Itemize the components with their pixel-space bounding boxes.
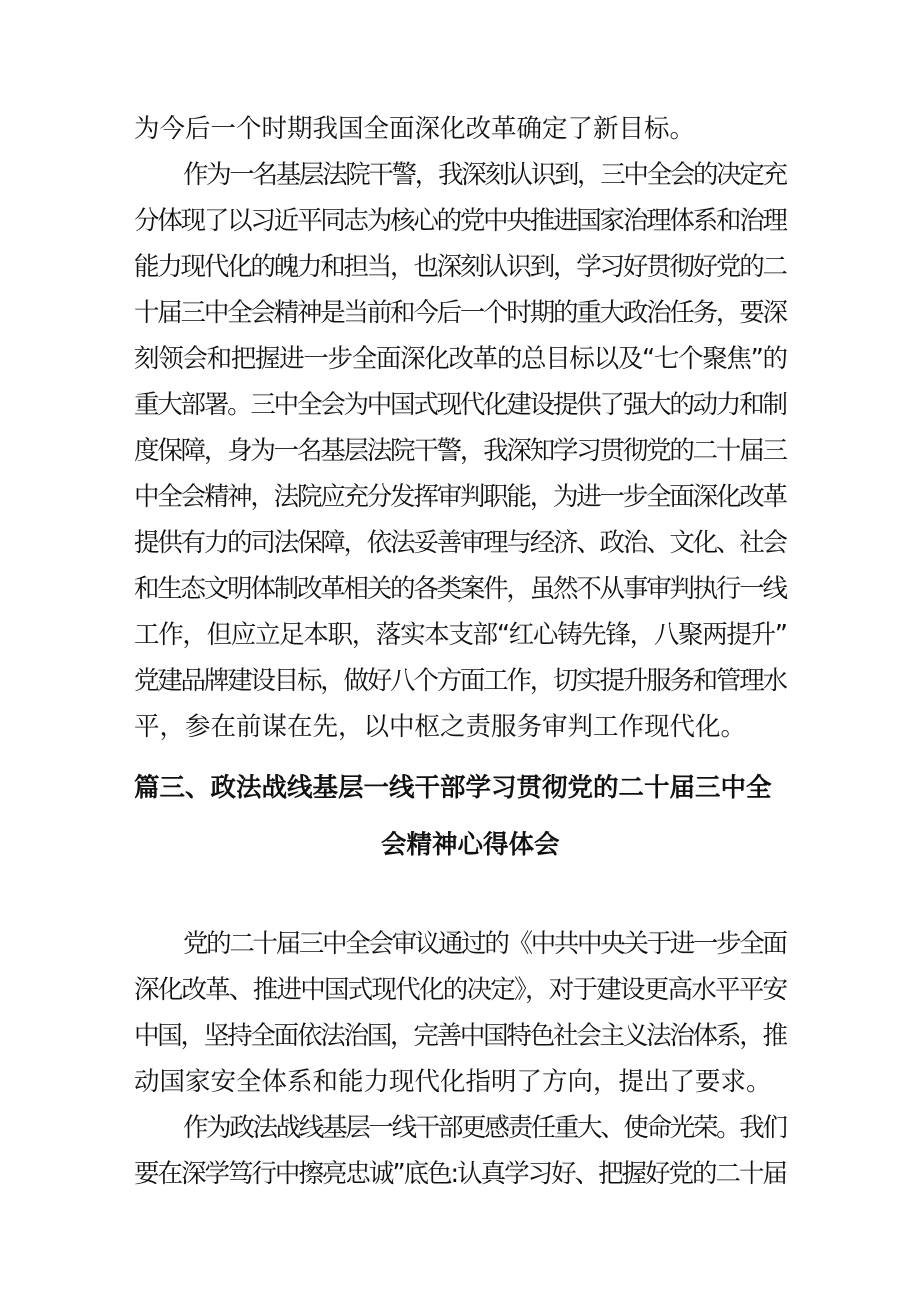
- paragraph-line: 作为一名基层法院干警，我深刻认识到，三中全会的决定充: [183, 160, 786, 190]
- paragraph-line: 党的二十届三中全会审议通过的《中共中央关于进一步全面: [183, 929, 786, 959]
- paragraph-line: 重大部署。三中全会为中国式现代化建设提供了强大的动力和制: [134, 390, 786, 420]
- paragraph-line: 提供有力的司法保障，依法妥善审理与经济、政治、文化、社会: [134, 528, 786, 558]
- paragraph-line: 党建品牌建设目标，做好八个方面工作，切实提升服务和管理水: [134, 666, 786, 696]
- paragraph-line: 刻领会和把握进一步全面深化改革的总目标以及“七个聚焦”的: [134, 344, 787, 374]
- paragraph-line: 平，参在前谋在先，以中枢之责服务审判工作现代化。: [134, 712, 747, 742]
- paragraph-line: 深化改革、推进中国式现代化的决定》，对于建设更高水平平安: [134, 975, 787, 1005]
- paragraph-line: 动国家安全体系和能力现代化指明了方向，提出了要求。: [134, 1067, 772, 1097]
- paragraph-line: 度保障，身为一名基层法院干警，我深知学习贯彻党的二十届三: [134, 436, 786, 466]
- paragraph-line: 工作，但应立足本职，落实本支部“红心铸先锋，八聚两提升”: [134, 620, 787, 650]
- section-heading-continued: 会精神心得体会: [381, 830, 560, 860]
- paragraph-line: 十届三中全会精神是当前和今后一个时期的重大政治任务，要深: [134, 298, 786, 328]
- paragraph-line: 和生态文明体制改革相关的各类案件，虽然不从事审判执行一线: [134, 574, 786, 604]
- paragraph-line: 能力现代化的魄力和担当，也深刻认识到，学习好贯彻好党的二: [134, 252, 786, 282]
- paragraph-line: 为今后一个时期我国全面深化改革确定了新目标。: [134, 114, 696, 144]
- section-heading: 篇三、政法战线基层一线干部学习贯彻党的二十届三中全: [134, 773, 772, 803]
- paragraph-line: 中国，坚持全面依法治国，完善中国特色社会主义法治体系，推: [134, 1021, 786, 1051]
- paragraph-line: 分体现了以习近平同志为核心的党中央推进国家治理体系和治理: [134, 206, 786, 236]
- paragraph-line: 中全会精神，法院应充分发挥审判职能，为进一步全面深化改革: [134, 482, 786, 512]
- paragraph-line: 作为政法战线基层一线干部更感责任重大、使命光荣。我们: [183, 1113, 786, 1143]
- paragraph-line: 要在深学笃行中擦亮忠诚”底色:认真学习好、把握好党的二十届: [134, 1159, 786, 1189]
